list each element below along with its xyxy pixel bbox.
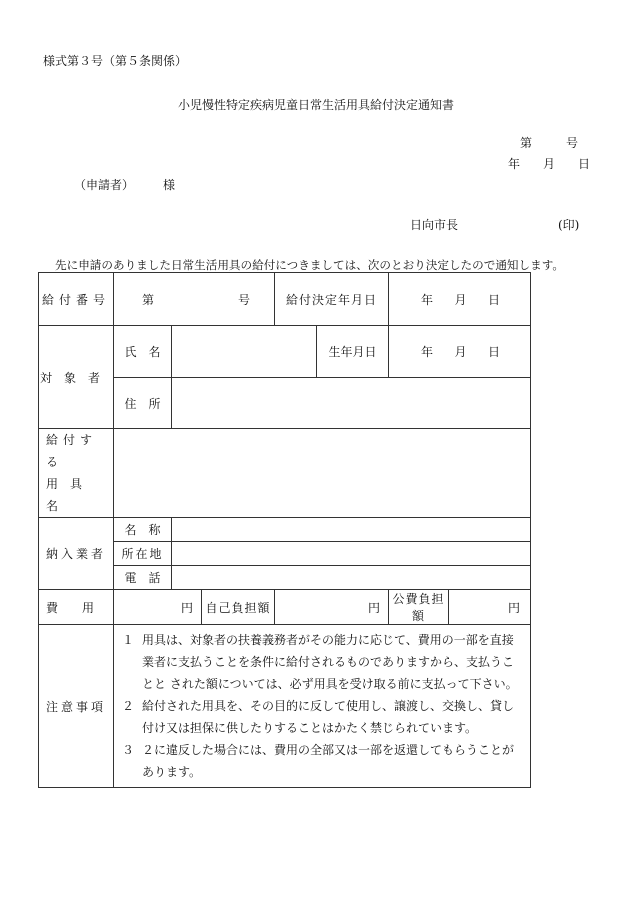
decision-date-day: 日 bbox=[488, 292, 501, 307]
cost-yen: 円 bbox=[114, 590, 202, 625]
decision-table bbox=[38, 272, 531, 788]
public-burden-label: 公費負担額 bbox=[389, 590, 449, 625]
vendor-label: 納入業者 bbox=[39, 518, 114, 590]
note-number: ３ bbox=[122, 743, 135, 757]
note-item-1 bbox=[122, 629, 524, 695]
date-month: 月 bbox=[543, 157, 556, 171]
name-label: 氏 名 bbox=[114, 326, 172, 378]
note-text: ２に違反した場合には、費用の全部又は一部を返還してもらうことがあります。 bbox=[142, 743, 515, 779]
equipment-label bbox=[39, 429, 114, 518]
vendor-phone-value bbox=[172, 566, 531, 590]
address-value bbox=[172, 378, 531, 429]
decision-date-year: 年 bbox=[421, 292, 434, 307]
applicant-label: （申請者） bbox=[74, 178, 135, 192]
payment-number-cell bbox=[114, 273, 275, 326]
subject-label: 対象者 bbox=[39, 326, 114, 429]
honorific: 様 bbox=[163, 178, 176, 192]
birthdate-day: 日 bbox=[488, 345, 501, 359]
birthdate-label: 生年月日 bbox=[317, 326, 389, 378]
payment-number-label: 給付番号 bbox=[39, 273, 114, 326]
equipment-value bbox=[114, 429, 531, 518]
note-item-2 bbox=[122, 695, 524, 739]
vendor-location-value bbox=[172, 542, 531, 566]
vendor-name-label: 名 称 bbox=[114, 518, 172, 542]
row-subject-name bbox=[39, 326, 531, 378]
date-day: 日 bbox=[578, 157, 591, 171]
notes-cell bbox=[114, 625, 531, 788]
decision-date-label: 給付決定年月日 bbox=[275, 273, 389, 326]
intro-text: 先に申請のありました日常生活用具の給付につきましては、次のとおり決定したので通知します。 bbox=[55, 258, 564, 272]
payment-number-suffix: 号 bbox=[238, 292, 251, 307]
decision-date-cell bbox=[389, 273, 531, 326]
doc-no-suffix: 号 bbox=[566, 136, 579, 150]
note-text: 給付された用具を、その目的に反して使用し、譲渡し、交換し、貸し付け又は担保に供したりすることはかたく禁じられています。 bbox=[142, 699, 515, 735]
doc-no-prefix: 第 bbox=[520, 136, 533, 150]
birthdate-cell bbox=[389, 326, 531, 378]
vendor-phone-label: 電 話 bbox=[114, 566, 172, 590]
seal-mark: (印) bbox=[558, 218, 580, 232]
vendor-name-value bbox=[172, 518, 531, 542]
form-number: 様式第３号（第５条関係） bbox=[43, 54, 188, 68]
payment-number-prefix: 第 bbox=[142, 292, 155, 307]
row-vendor-name bbox=[39, 518, 531, 542]
note-item-3 bbox=[122, 739, 524, 783]
vendor-location-label: 所在地 bbox=[114, 542, 172, 566]
note-number: ２ bbox=[122, 699, 135, 713]
document-title: 小児慢性特定疾病児童日常生活用具給付決定通知書 bbox=[178, 98, 455, 112]
decision-date-month: 月 bbox=[454, 292, 467, 307]
address-label: 住 所 bbox=[114, 378, 172, 429]
notes-label: 注意事項 bbox=[39, 625, 114, 788]
note-text: 用具は、対象者の扶養義務者がその能力に応じて、費用の一部を直接業者に支払うことを条件に給付されるものでありますから、支払うことと された額については、必ず用具を受け取る前に支払って下さい。 bbox=[142, 633, 518, 691]
birthdate-year: 年 bbox=[421, 345, 434, 359]
birthdate-month: 月 bbox=[454, 345, 467, 359]
self-burden-yen: 円 bbox=[275, 590, 389, 625]
row-cost bbox=[39, 590, 531, 625]
equipment-label-line1: 給付する bbox=[46, 433, 98, 469]
public-burden-yen: 円 bbox=[449, 590, 531, 625]
self-burden-label: 自己負担額 bbox=[202, 590, 275, 625]
name-value bbox=[172, 326, 317, 378]
cost-label-text: 費 用 bbox=[46, 600, 95, 615]
row-equipment bbox=[39, 429, 531, 518]
date-year: 年 bbox=[508, 157, 521, 171]
row-payment-number bbox=[39, 273, 531, 326]
cost-label bbox=[39, 590, 114, 625]
equipment-label-line2: 用具名 bbox=[46, 477, 95, 513]
note-number: １ bbox=[122, 633, 135, 647]
issuer: 日向市長 bbox=[410, 218, 459, 232]
row-notes bbox=[39, 625, 531, 788]
